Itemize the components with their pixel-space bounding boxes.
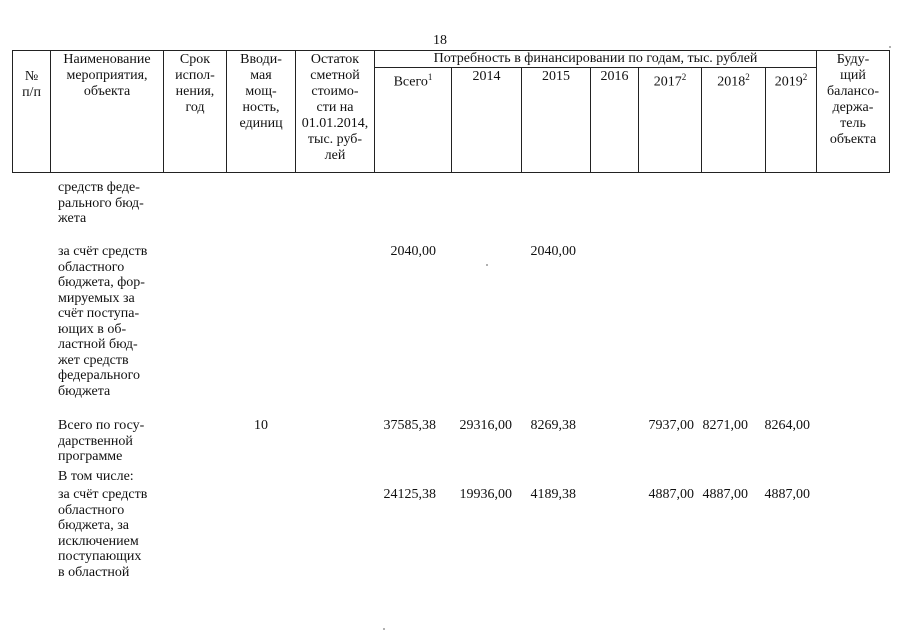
row-regional-budget-total: 24125,38: [383, 487, 436, 502]
header-col-2018-label: 2018: [717, 74, 746, 90]
row-regional-budget-2019: 4887,00: [764, 487, 810, 502]
header-col-holder: Буду- щий балансо- держа- тель объекта: [817, 51, 890, 173]
header-col-2017: [639, 68, 702, 173]
row-program-total-2019: 8264,00: [764, 418, 810, 433]
header-col-2014: 2014: [452, 68, 522, 173]
row-program-total-capacity: 10: [254, 418, 268, 433]
row-regional-from-federal-name: за счёт средств областного бюджета, фор- мируемых за счёт поступа- ющих в об- ластной бюд- жет средств федерального бюджета: [58, 244, 148, 399]
table-header: [12, 50, 890, 173]
row-regional-budget-2018: 4887,00: [702, 487, 748, 502]
row-regional-budget-2014: 19936,00: [459, 487, 512, 502]
row-program-total-2015: 8269,38: [530, 418, 576, 433]
header-col-total-footnote: 1: [427, 72, 433, 82]
header-col-need: Потребность в финансировании по годам, тыс. рублей: [375, 51, 817, 68]
row-regional-from-federal-total: 2040,00: [390, 244, 436, 259]
row-federal-budget-name: средств феде- рального бюд- жета: [58, 180, 144, 226]
scan-speck: [383, 628, 385, 630]
header-col-total-label: Всего: [393, 74, 428, 90]
row-program-total-2017: 7937,00: [648, 418, 694, 433]
header-col-2017-footnote: 2: [681, 72, 687, 82]
header-col-2016: 2016: [591, 68, 639, 173]
header-col-2019: [766, 68, 817, 173]
header-col-total: [375, 68, 452, 173]
header-col-2018-footnote: 2: [745, 72, 750, 82]
scan-speck: [486, 264, 488, 266]
row-program-total-2018: 8271,00: [702, 418, 748, 433]
row-program-total-name: Всего по госу- дарственной программе: [58, 418, 145, 464]
header-col-capacity: Вводи- мая мощ- ность, единиц: [227, 51, 296, 173]
page-number: 18: [433, 33, 447, 48]
header-col-2018: [702, 68, 766, 173]
scan-speck: [889, 46, 891, 48]
header-col-term: Срок испол- нения, год: [164, 51, 227, 173]
header-col-remainder: Остаток сметной стоимо- сти на 01.01.2014, тыс. руб- лей: [296, 51, 375, 173]
header-col-name: Наименование мероприятия, объекта: [51, 51, 164, 173]
row-program-total-2014: 29316,00: [459, 418, 512, 433]
row-regional-budget-2015: 4189,38: [530, 487, 576, 502]
row-regional-budget-2017: 4887,00: [648, 487, 694, 502]
header-col-2015: 2015: [522, 68, 591, 173]
row-program-total-total: 37585,38: [383, 418, 436, 433]
header-col-2019-footnote: 2: [802, 72, 808, 82]
header-col-2017-label: 2017: [653, 74, 682, 90]
header-col-number: № п/п: [13, 51, 51, 173]
row-regional-from-federal-2015: 2040,00: [530, 244, 576, 259]
row-including-label: В том числе:: [58, 469, 134, 484]
row-regional-budget-name: за счёт средств областного бюджета, за исключением поступающих в областной: [58, 487, 148, 580]
header-col-2019-label: 2019: [774, 74, 803, 90]
